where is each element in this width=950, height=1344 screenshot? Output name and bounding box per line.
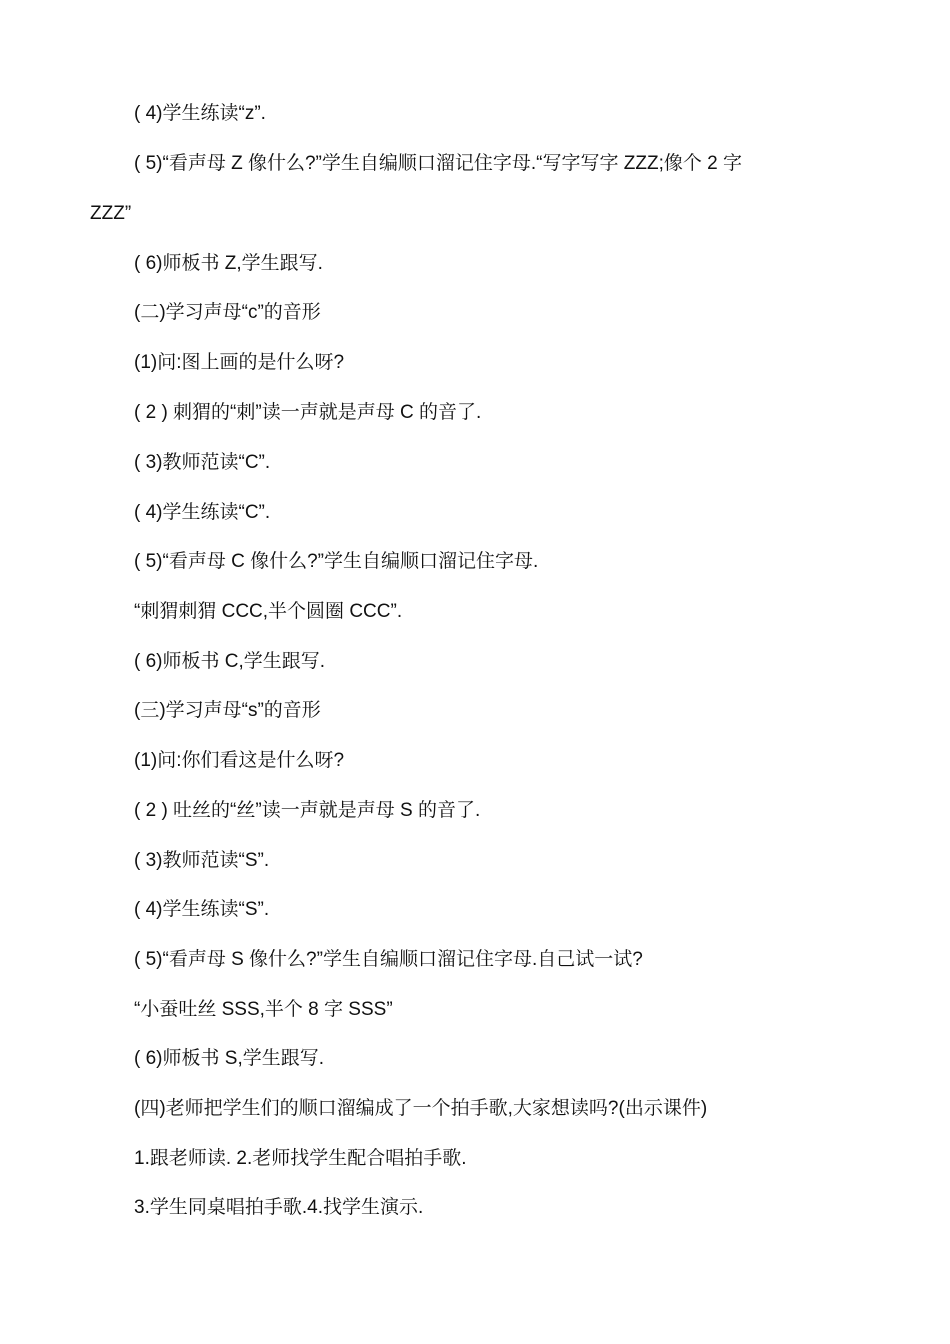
text-line: ( 4)学生练读“S”. bbox=[134, 899, 270, 920]
text-line: ( 3)教师范读“C”. bbox=[134, 452, 271, 473]
text-line: ( 5)“看声母 S 像什么?”学生自编顺口溜记住字母.自己试一试? bbox=[134, 949, 643, 970]
text-line: ZZZ” bbox=[90, 203, 132, 224]
text-line: ( 5)“看声母 Z 像什么?”学生自编顺口溜记住字母.“写字写字 ZZZ;像个 2 字 bbox=[134, 153, 742, 174]
text-line: ( 6)师板书 C,学生跟写. bbox=[134, 651, 326, 672]
text-line: (1)问:图上画的是什么呀? bbox=[134, 352, 345, 373]
section-heading: (四)老师把学生们的顺口溜编成了一个拍手歌,大家想读吗?(出示课件) bbox=[134, 1098, 708, 1119]
text-line: “刺猬刺猬 CCC,半个圆圈 CCC”. bbox=[134, 601, 403, 622]
text-line: ( 4)学生练读“C”. bbox=[134, 502, 271, 523]
text-line: “小蚕吐丝 SSS,半个 8 字 SSS” bbox=[134, 999, 393, 1020]
text-line: ( 4)学生练读“z”. bbox=[134, 103, 266, 124]
text-line: ( 2 ) 刺猬的“刺”读一声就是声母 C 的音了. bbox=[134, 402, 482, 423]
section-heading: (二)学习声母“c”的音形 bbox=[134, 302, 321, 323]
text-line: ( 6)师板书 S,学生跟写. bbox=[134, 1048, 325, 1069]
text-line: ( 2 ) 吐丝的“丝”读一声就是声母 S 的音了. bbox=[134, 800, 481, 821]
text-line: 3.学生同桌唱拍手歌.4.找学生演示. bbox=[134, 1197, 424, 1218]
text-line: (1)问:你们看这是什么呀? bbox=[134, 750, 345, 771]
text-line: ( 3)教师范读“S”. bbox=[134, 850, 270, 871]
text-line: ( 6)师板书 Z,学生跟写. bbox=[134, 253, 323, 274]
text-line: 1.跟老师读. 2.老师找学生配合唱拍手歌. bbox=[134, 1148, 467, 1169]
section-heading: (三)学习声母“s”的音形 bbox=[134, 700, 321, 721]
text-line: ( 5)“看声母 C 像什么?”学生自编顺口溜记住字母. bbox=[134, 551, 539, 572]
